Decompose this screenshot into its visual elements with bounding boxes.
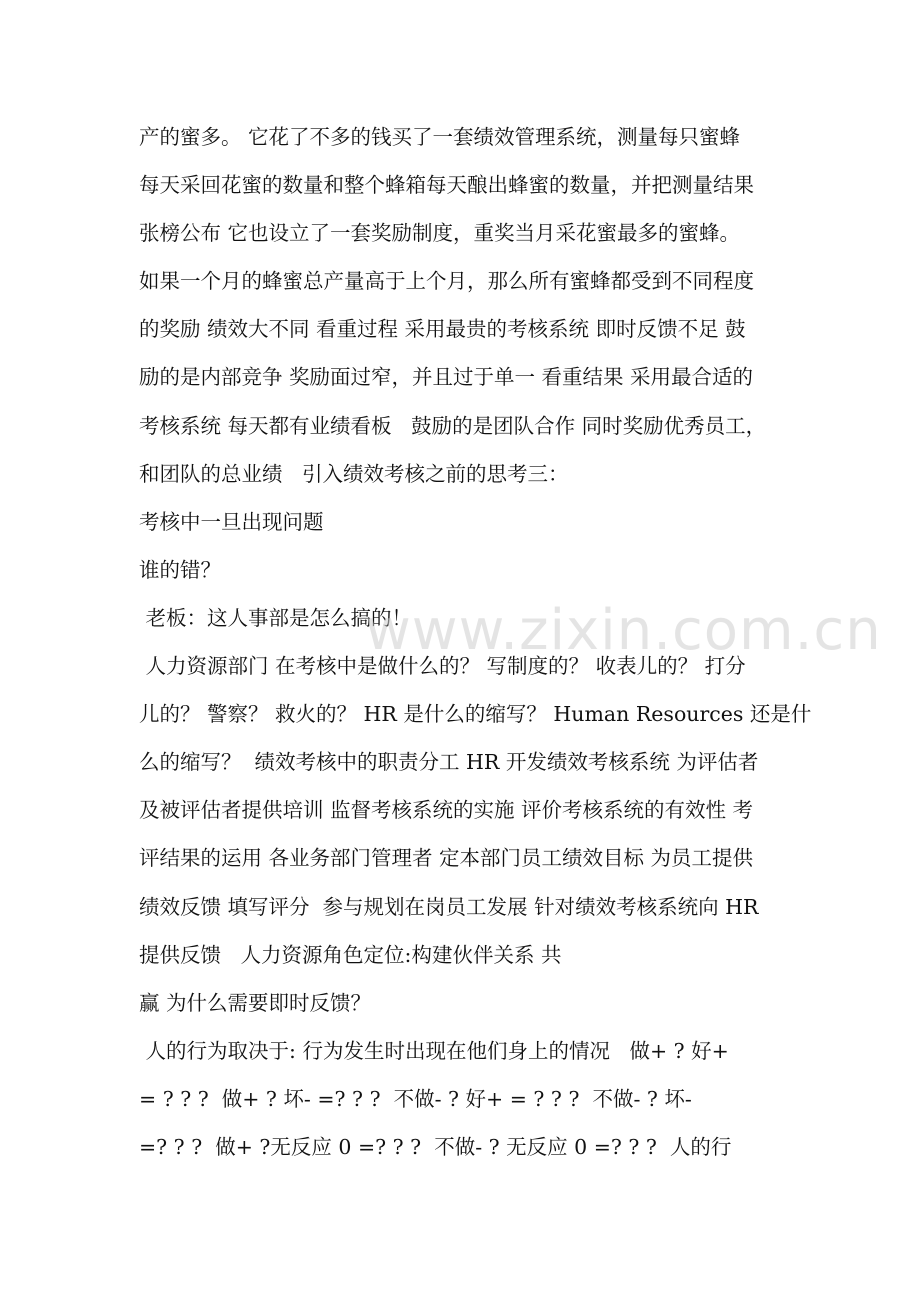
text-line: 人力资源部门 在考核中是做什么的？ 写制度的？ 收表儿的？ 打分 bbox=[139, 654, 746, 679]
text-line: 绩效反馈 填写评分 参与规划在岗员工发展 针对绩效考核系统向 HR bbox=[139, 894, 759, 919]
watermark: www.zixin.com.cn bbox=[365, 598, 882, 663]
text-line: 如果一个月的蜂蜜总产量高于上个月，那么所有蜜蜂都受到不同程度 bbox=[139, 269, 754, 294]
text-line: 的奖励 绩效大不同 看重过程 采用最贵的考核系统 即时反馈不足 鼓 bbox=[139, 317, 746, 342]
text-line: 谁的错？ bbox=[139, 557, 221, 582]
text-line: 考核中一旦出现问题 bbox=[139, 509, 324, 534]
document-body bbox=[139, 118, 812, 1176]
text-line: 么的缩写？ 绩效考核中的职责分工 HR 开发绩效考核系统 为评估者 bbox=[139, 750, 759, 775]
text-line: 及被评估者提供培训 监督考核系统的实施 评价考核系统的有效性 考 bbox=[139, 798, 754, 823]
text-line: 赢 为什么需要即时反馈？ bbox=[139, 990, 372, 1015]
text-line: 老板：这人事部是怎么搞的！ bbox=[139, 605, 413, 630]
text-line: 评结果的运用 各业务部门管理者 定本部门员工绩效目标 为员工提供 bbox=[139, 846, 754, 871]
text-line: =? ? ? 做+ ?无反应 0 =? ? ? 不做- ? 无反应 0 =? ? ? 人的行 bbox=[139, 1134, 732, 1159]
text-line: 产的蜜多。 它花了不多的钱买了一套绩效管理系统，测量每只蜜蜂 bbox=[139, 125, 741, 149]
text-line: = ? ? ? 做+ ? 坏- =? ? ? 不做- ? 好+ = ? ? ? 不做- ? 坏- bbox=[139, 1086, 692, 1111]
text-line: 张榜公布 它也设立了一套奖励制度，重奖当月采花蜜最多的蜜蜂。 bbox=[139, 221, 741, 246]
text-line: 人的行为取决于: 行为发生时出现在他们身上的情况 做+ ? 好+ bbox=[139, 1038, 729, 1063]
text-line: 考核系统 每天都有业绩看板 鼓励的是团队合作 同时奖励优秀员工， bbox=[139, 413, 767, 438]
text-line: 提供反馈 人力资源角色定位:构建伙伴关系 共 bbox=[139, 942, 562, 967]
text-line: 儿的？ 警察？ 救火的？ HR 是什么的缩写？ Human Resources 还是什 bbox=[139, 702, 812, 727]
text-line: 励的是内部竞争 奖励面过窄，并且过于单一 看重结果 采用最合适的 bbox=[139, 365, 754, 390]
text-line: 和团队的总业绩 引入绩效考核之前的思考三： bbox=[139, 461, 569, 486]
text-line: 每天采回花蜜的数量和整个蜂箱每天酿出蜂蜜的数量，并把测量结果 bbox=[139, 173, 754, 198]
